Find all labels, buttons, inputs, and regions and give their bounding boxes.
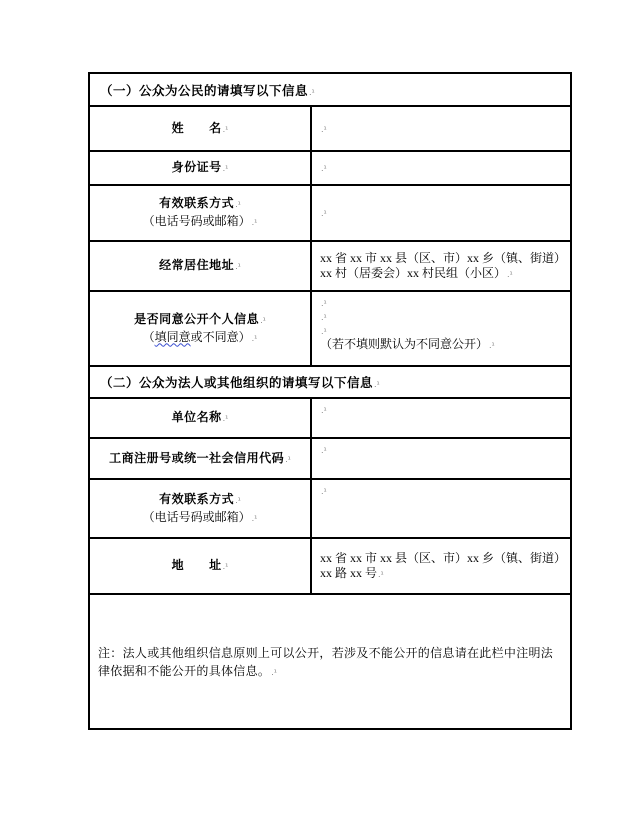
section1-header	[89, 73, 571, 106]
contact-citizen-value-cell[interactable]	[311, 185, 571, 241]
consent-value-cell[interactable]	[311, 291, 571, 366]
row-note	[89, 594, 571, 729]
paragraph-mark-icon: .¹	[222, 562, 229, 571]
residence-label: 经常居住地址	[159, 258, 235, 272]
note-cell[interactable]	[89, 594, 571, 729]
credit-code-label-cell	[89, 438, 311, 479]
row-org-name	[89, 398, 571, 438]
paragraph-mark-icon: .¹	[260, 315, 266, 325]
row-contact-org	[89, 479, 571, 538]
paragraph-mark-icon: .¹	[321, 446, 327, 455]
id-number-label: 身份证号	[171, 160, 222, 174]
paragraph-mark-icon: .¹	[285, 454, 291, 464]
paragraph-mark-icon: .¹	[251, 218, 258, 227]
paragraph-mark-icon: .¹	[321, 209, 327, 218]
note-text: 注：法人或其他组织信息原则上可以公开，若涉及不能公开的信息请在此栏中注明法律依据和不能公开的具体信息。	[98, 646, 554, 678]
paragraph-mark-icon: .¹	[222, 414, 229, 423]
consent-sublabel-pre: （	[142, 329, 155, 344]
contact-org-sublabel: （电话号码或邮箱）	[142, 509, 251, 524]
org-name-value-cell[interactable]	[311, 398, 571, 438]
paragraph-mark-icon: .¹	[222, 164, 229, 173]
name-value-cell[interactable]	[311, 106, 571, 151]
org-address-label: 地 址	[171, 558, 222, 572]
residence-value: xx 省 xx 市 xx 县（区、市）xx 乡（镇、街道）xx 村（居委会）xx 村民组（小区）	[320, 250, 561, 280]
paragraph-mark-icon: .¹	[222, 124, 229, 134]
org-name-label: 单位名称	[171, 410, 222, 424]
credit-code-label: 工商注册号或统一社会信用代码	[109, 450, 285, 465]
paragraph-mark-icon: .¹	[321, 124, 327, 134]
org-address-label-cell	[89, 538, 311, 594]
consent-sublabel-spellcheck: 填同意	[154, 329, 191, 344]
row-id-number	[89, 151, 571, 185]
paragraph-mark-icon: .¹	[321, 164, 327, 173]
paragraph-mark-icon: .¹	[235, 200, 241, 209]
row-consent	[89, 291, 571, 366]
paragraph-mark-icon: .¹	[374, 380, 380, 389]
paragraph-mark-icon: .¹	[251, 333, 258, 343]
paragraph-mark-icon: .¹	[235, 262, 241, 271]
row-org-address	[89, 538, 571, 594]
information-form-table	[88, 72, 572, 730]
contact-org-label: 有效联系方式	[159, 491, 235, 506]
paragraph-mark-icon: .¹	[507, 269, 513, 279]
contact-citizen-sublabel: （电话号码或邮箱）	[142, 214, 251, 228]
paragraph-mark-icon: .¹	[321, 487, 327, 496]
section1-title: （一）公众为公民的请填写以下信息	[100, 83, 309, 98]
section2-header	[89, 366, 571, 398]
paragraph-mark-icon: .¹	[321, 313, 327, 322]
consent-default-note: （若不填则默认为不同意公开）	[320, 337, 489, 351]
name-label-cell	[89, 106, 311, 151]
contact-citizen-label-cell	[89, 185, 311, 241]
paragraph-mark-icon: .¹	[321, 299, 327, 308]
org-address-value-cell[interactable]	[311, 538, 571, 594]
paragraph-mark-icon: .¹	[321, 406, 327, 415]
consent-label: 是否同意公开个人信息	[134, 311, 260, 326]
org-name-label-cell	[89, 398, 311, 438]
consent-label-cell	[89, 291, 311, 366]
row-contact-citizen	[89, 185, 571, 241]
row-name	[89, 106, 571, 151]
row-residence-address	[89, 241, 571, 291]
org-address-value: xx 省 xx 市 xx 县（区、市）xx 乡（镇、街道）xx 路 xx 号	[320, 550, 561, 580]
residence-value-cell[interactable]	[311, 241, 571, 291]
paragraph-mark-icon: .¹	[251, 513, 258, 523]
section2-header-row	[89, 366, 571, 398]
paragraph-mark-icon: .¹	[321, 327, 327, 336]
section2-title: （二）公众为法人或其他组织的请填写以下信息	[100, 376, 374, 390]
row-credit-code	[89, 438, 571, 479]
id-number-label-cell	[89, 151, 311, 185]
residence-label-cell	[89, 241, 311, 291]
contact-citizen-label: 有效联系方式	[159, 196, 235, 210]
section1-header-row	[89, 73, 571, 106]
paragraph-mark-icon: .¹	[235, 495, 241, 505]
contact-org-label-cell	[89, 479, 311, 538]
name-label: 姓 名	[171, 120, 222, 135]
paragraph-mark-icon: .¹	[489, 341, 495, 350]
contact-org-value-cell[interactable]	[311, 479, 571, 538]
credit-code-value-cell[interactable]	[311, 438, 571, 479]
id-number-value-cell[interactable]	[311, 151, 571, 185]
paragraph-mark-icon: .¹	[378, 569, 384, 579]
consent-sublabel	[90, 329, 310, 347]
consent-sublabel-post: 或不同意）	[190, 329, 251, 344]
paragraph-mark-icon: .¹	[271, 667, 277, 677]
paragraph-mark-icon: .¹	[309, 87, 315, 97]
